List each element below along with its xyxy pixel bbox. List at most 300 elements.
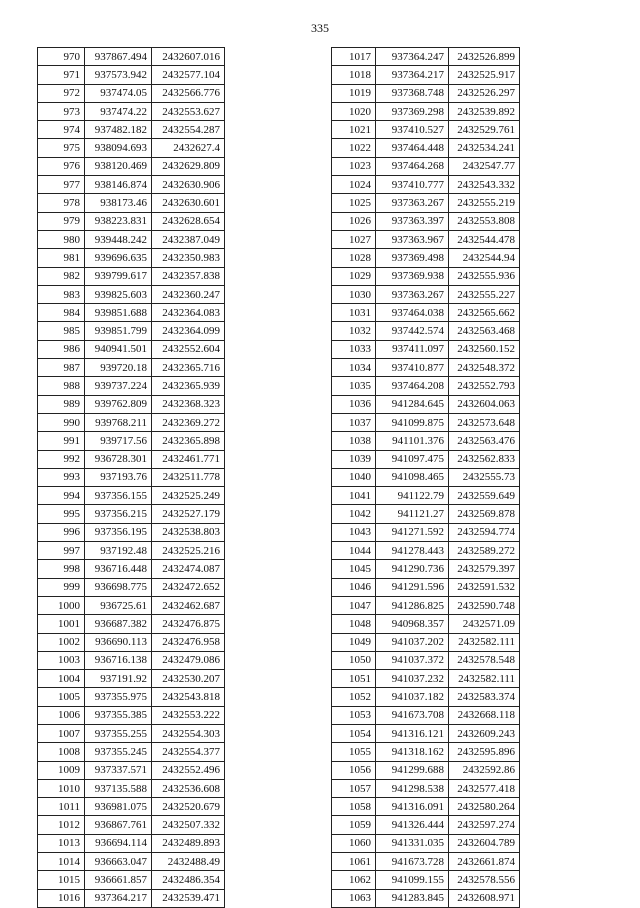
y-coordinate-cell: 2432566.776 [152, 84, 225, 102]
table-row [38, 176, 225, 194]
table-row [38, 798, 225, 816]
y-coordinate-cell: 2432365.716 [152, 359, 225, 377]
x-coordinate-cell: 936690.113 [85, 633, 152, 651]
point-number-cell: 1059 [332, 816, 376, 834]
table-row [38, 761, 225, 779]
table-row [38, 359, 225, 377]
y-coordinate-cell: 2432559.649 [449, 487, 520, 505]
point-number-cell: 1052 [332, 688, 376, 706]
table-row [332, 596, 520, 614]
y-coordinate-cell: 2432364.099 [152, 322, 225, 340]
x-coordinate-cell: 941284.645 [376, 395, 449, 413]
table-row [332, 834, 520, 852]
y-coordinate-cell: 2432543.818 [152, 688, 225, 706]
table-row [38, 450, 225, 468]
y-coordinate-cell: 2432476.875 [152, 615, 225, 633]
y-coordinate-cell: 2432553.627 [152, 102, 225, 120]
point-number-cell: 978 [38, 194, 85, 212]
x-coordinate-cell: 937363.967 [376, 230, 449, 248]
y-coordinate-cell: 2432553.222 [152, 706, 225, 724]
y-coordinate-cell: 2432530.207 [152, 670, 225, 688]
x-coordinate-cell: 938120.469 [85, 157, 152, 175]
x-coordinate-cell: 941037.202 [376, 633, 449, 651]
x-coordinate-cell: 937369.498 [376, 249, 449, 267]
x-coordinate-cell: 937442.574 [376, 322, 449, 340]
x-coordinate-cell: 937364.217 [85, 889, 152, 907]
y-coordinate-cell: 2432594.774 [449, 523, 520, 541]
point-number-cell: 1054 [332, 724, 376, 742]
point-number-cell: 1057 [332, 779, 376, 797]
point-number-cell: 1042 [332, 505, 376, 523]
table-row [332, 505, 520, 523]
x-coordinate-cell: 937193.76 [85, 468, 152, 486]
y-coordinate-cell: 2432544.478 [449, 230, 520, 248]
y-coordinate-cell: 2432507.332 [152, 816, 225, 834]
table-row [332, 798, 520, 816]
x-coordinate-cell: 937356.155 [85, 487, 152, 505]
point-number-cell: 1060 [332, 834, 376, 852]
table-row [38, 523, 225, 541]
y-coordinate-cell: 2432534.241 [449, 139, 520, 157]
y-coordinate-cell: 2432357.838 [152, 267, 225, 285]
point-number-cell: 983 [38, 285, 85, 303]
y-coordinate-cell: 2432569.878 [449, 505, 520, 523]
y-coordinate-cell: 2432369.272 [152, 413, 225, 431]
point-number-cell: 993 [38, 468, 85, 486]
x-coordinate-cell: 941099.875 [376, 413, 449, 431]
table-row [38, 48, 225, 66]
table-row [38, 560, 225, 578]
table-row [332, 377, 520, 395]
y-coordinate-cell: 2432552.496 [152, 761, 225, 779]
x-coordinate-cell: 936728.301 [85, 450, 152, 468]
x-coordinate-cell: 941331.035 [376, 834, 449, 852]
y-coordinate-cell: 2432476.958 [152, 633, 225, 651]
x-coordinate-cell: 941278.443 [376, 542, 449, 560]
x-coordinate-cell: 939762.809 [85, 395, 152, 413]
table-row [38, 743, 225, 761]
x-coordinate-cell: 937191.92 [85, 670, 152, 688]
y-coordinate-cell: 2432536.608 [152, 779, 225, 797]
y-coordinate-cell: 2432595.896 [449, 743, 520, 761]
x-coordinate-cell: 936661.857 [85, 871, 152, 889]
table-row [332, 84, 520, 102]
table-row [332, 194, 520, 212]
y-coordinate-cell: 2432552.604 [152, 340, 225, 358]
x-coordinate-cell: 938146.874 [85, 176, 152, 194]
coordinates-table-right [331, 47, 520, 908]
y-coordinate-cell: 2432547.77 [449, 157, 520, 175]
x-coordinate-cell: 937355.255 [85, 724, 152, 742]
x-coordinate-cell: 941326.444 [376, 816, 449, 834]
x-coordinate-cell: 941101.376 [376, 432, 449, 450]
table-row [38, 395, 225, 413]
point-number-cell: 1039 [332, 450, 376, 468]
point-number-cell: 1009 [38, 761, 85, 779]
y-coordinate-cell: 2432479.086 [152, 651, 225, 669]
table-row [332, 176, 520, 194]
point-number-cell: 1062 [332, 871, 376, 889]
point-number-cell: 1000 [38, 596, 85, 614]
point-number-cell: 995 [38, 505, 85, 523]
y-coordinate-cell: 2432365.939 [152, 377, 225, 395]
coordinates-table-left [37, 47, 225, 908]
y-coordinate-cell: 2432597.274 [449, 816, 520, 834]
y-coordinate-cell: 2432543.332 [449, 176, 520, 194]
y-coordinate-cell: 2432628.654 [152, 212, 225, 230]
x-coordinate-cell: 936716.448 [85, 560, 152, 578]
point-number-cell: 1015 [38, 871, 85, 889]
point-number-cell: 980 [38, 230, 85, 248]
y-coordinate-cell: 2432462.687 [152, 596, 225, 614]
y-coordinate-cell: 2432525.917 [449, 66, 520, 84]
point-number-cell: 1026 [332, 212, 376, 230]
table-row [332, 340, 520, 358]
y-coordinate-cell: 2432365.898 [152, 432, 225, 450]
point-number-cell: 1008 [38, 743, 85, 761]
point-number-cell: 1044 [332, 542, 376, 560]
y-coordinate-cell: 2432577.418 [449, 779, 520, 797]
table-row [332, 633, 520, 651]
y-coordinate-cell: 2432387.049 [152, 230, 225, 248]
x-coordinate-cell: 938173.46 [85, 194, 152, 212]
point-number-cell: 1063 [332, 889, 376, 907]
y-coordinate-cell: 2432553.808 [449, 212, 520, 230]
y-coordinate-cell: 2432461.771 [152, 450, 225, 468]
y-coordinate-cell: 2432563.476 [449, 432, 520, 450]
table-row [332, 66, 520, 84]
table-row [38, 505, 225, 523]
x-coordinate-cell: 939851.688 [85, 304, 152, 322]
table-row [332, 450, 520, 468]
y-coordinate-cell: 2432554.377 [152, 743, 225, 761]
table-row [332, 285, 520, 303]
y-coordinate-cell: 2432607.016 [152, 48, 225, 66]
table-row [38, 84, 225, 102]
y-coordinate-cell: 2432364.083 [152, 304, 225, 322]
y-coordinate-cell: 2432582.111 [449, 670, 520, 688]
x-coordinate-cell: 937464.038 [376, 304, 449, 322]
table-row [332, 413, 520, 431]
y-coordinate-cell: 2432529.761 [449, 121, 520, 139]
x-coordinate-cell: 941291.596 [376, 578, 449, 596]
point-number-cell: 1029 [332, 267, 376, 285]
point-number-cell: 1010 [38, 779, 85, 797]
x-coordinate-cell: 941283.845 [376, 889, 449, 907]
point-number-cell: 985 [38, 322, 85, 340]
y-coordinate-cell: 2432627.4 [152, 139, 225, 157]
y-coordinate-cell: 2432552.793 [449, 377, 520, 395]
x-coordinate-cell: 941037.182 [376, 688, 449, 706]
x-coordinate-cell: 941316.121 [376, 724, 449, 742]
x-coordinate-cell: 941316.091 [376, 798, 449, 816]
point-number-cell: 1004 [38, 670, 85, 688]
table-row [38, 834, 225, 852]
x-coordinate-cell: 939696.635 [85, 249, 152, 267]
table-row [332, 779, 520, 797]
point-number-cell: 992 [38, 450, 85, 468]
table-row [38, 871, 225, 889]
table-row [38, 487, 225, 505]
point-number-cell: 1017 [332, 48, 376, 66]
y-coordinate-cell: 2432661.874 [449, 853, 520, 871]
y-coordinate-cell: 2432579.397 [449, 560, 520, 578]
point-number-cell: 1025 [332, 194, 376, 212]
y-coordinate-cell: 2432563.468 [449, 322, 520, 340]
table-row [38, 139, 225, 157]
point-number-cell: 1051 [332, 670, 376, 688]
y-coordinate-cell: 2432511.778 [152, 468, 225, 486]
x-coordinate-cell: 941286.825 [376, 596, 449, 614]
x-coordinate-cell: 936725.61 [85, 596, 152, 614]
y-coordinate-cell: 2432592.86 [449, 761, 520, 779]
point-number-cell: 1053 [332, 706, 376, 724]
table-row [332, 157, 520, 175]
point-number-cell: 988 [38, 377, 85, 395]
point-number-cell: 1028 [332, 249, 376, 267]
x-coordinate-cell: 937364.217 [376, 66, 449, 84]
point-number-cell: 1003 [38, 651, 85, 669]
x-coordinate-cell: 939799.617 [85, 267, 152, 285]
table-row [38, 212, 225, 230]
y-coordinate-cell: 2432526.297 [449, 84, 520, 102]
point-number-cell: 1011 [38, 798, 85, 816]
table-row [38, 816, 225, 834]
x-coordinate-cell: 937356.195 [85, 523, 152, 541]
table-row [332, 816, 520, 834]
x-coordinate-cell: 937355.245 [85, 743, 152, 761]
point-number-cell: 1038 [332, 432, 376, 450]
x-coordinate-cell: 940968.357 [376, 615, 449, 633]
table-row [332, 230, 520, 248]
x-coordinate-cell: 939720.18 [85, 359, 152, 377]
x-coordinate-cell: 936698.775 [85, 578, 152, 596]
y-coordinate-cell: 2432591.532 [449, 578, 520, 596]
y-coordinate-cell: 2432668.118 [449, 706, 520, 724]
y-coordinate-cell: 2432630.601 [152, 194, 225, 212]
point-number-cell: 982 [38, 267, 85, 285]
x-coordinate-cell: 941097.475 [376, 450, 449, 468]
point-number-cell: 1036 [332, 395, 376, 413]
y-coordinate-cell: 2432580.264 [449, 798, 520, 816]
table-row [332, 615, 520, 633]
y-coordinate-cell: 2432488.49 [152, 853, 225, 871]
y-coordinate-cell: 2432555.73 [449, 468, 520, 486]
x-coordinate-cell: 937410.777 [376, 176, 449, 194]
x-coordinate-cell: 937482.182 [85, 121, 152, 139]
x-coordinate-cell: 937369.298 [376, 102, 449, 120]
x-coordinate-cell: 937474.05 [85, 84, 152, 102]
point-number-cell: 987 [38, 359, 85, 377]
y-coordinate-cell: 2432578.548 [449, 651, 520, 669]
table-row [38, 304, 225, 322]
point-number-cell: 973 [38, 102, 85, 120]
point-number-cell: 984 [38, 304, 85, 322]
point-number-cell: 991 [38, 432, 85, 450]
table-row [38, 194, 225, 212]
point-number-cell: 997 [38, 542, 85, 560]
y-coordinate-cell: 2432629.809 [152, 157, 225, 175]
x-coordinate-cell: 937464.448 [376, 139, 449, 157]
point-number-cell: 1022 [332, 139, 376, 157]
table-row [38, 377, 225, 395]
point-number-cell: 1001 [38, 615, 85, 633]
point-number-cell: 1049 [332, 633, 376, 651]
point-number-cell: 1056 [332, 761, 376, 779]
point-number-cell: 1006 [38, 706, 85, 724]
y-coordinate-cell: 2432604.063 [449, 395, 520, 413]
point-number-cell: 994 [38, 487, 85, 505]
table-row [38, 596, 225, 614]
table-row [332, 267, 520, 285]
point-number-cell: 1033 [332, 340, 376, 358]
point-number-cell: 1014 [38, 853, 85, 871]
table-row [38, 102, 225, 120]
y-coordinate-cell: 2432486.354 [152, 871, 225, 889]
point-number-cell: 986 [38, 340, 85, 358]
y-coordinate-cell: 2432544.94 [449, 249, 520, 267]
table-row [38, 340, 225, 358]
y-coordinate-cell: 2432539.892 [449, 102, 520, 120]
y-coordinate-cell: 2432604.789 [449, 834, 520, 852]
point-number-cell: 1050 [332, 651, 376, 669]
page-number: 335 [311, 21, 329, 35]
point-number-cell: 989 [38, 395, 85, 413]
y-coordinate-cell: 2432571.09 [449, 615, 520, 633]
table-row [332, 853, 520, 871]
y-coordinate-cell: 2432472.652 [152, 578, 225, 596]
point-number-cell: 1034 [332, 359, 376, 377]
point-number-cell: 1023 [332, 157, 376, 175]
point-number-cell: 1031 [332, 304, 376, 322]
y-coordinate-cell: 2432525.249 [152, 487, 225, 505]
table-row [332, 304, 520, 322]
table-row [38, 651, 225, 669]
x-coordinate-cell: 937363.397 [376, 212, 449, 230]
y-coordinate-cell: 2432589.272 [449, 542, 520, 560]
y-coordinate-cell: 2432555.227 [449, 285, 520, 303]
table-row [332, 523, 520, 541]
y-coordinate-cell: 2432582.111 [449, 633, 520, 651]
point-number-cell: 1045 [332, 560, 376, 578]
x-coordinate-cell: 938223.831 [85, 212, 152, 230]
point-number-cell: 1005 [38, 688, 85, 706]
x-coordinate-cell: 939717.56 [85, 432, 152, 450]
x-coordinate-cell: 936867.761 [85, 816, 152, 834]
x-coordinate-cell: 939825.603 [85, 285, 152, 303]
point-number-cell: 1055 [332, 743, 376, 761]
table-row [332, 743, 520, 761]
point-number-cell: 970 [38, 48, 85, 66]
y-coordinate-cell: 2432565.662 [449, 304, 520, 322]
y-coordinate-cell: 2432520.679 [152, 798, 225, 816]
point-number-cell: 1037 [332, 413, 376, 431]
point-number-cell: 971 [38, 66, 85, 84]
y-coordinate-cell: 2432608.971 [449, 889, 520, 907]
table-row [332, 651, 520, 669]
table-row [332, 706, 520, 724]
table-row [332, 724, 520, 742]
point-number-cell: 998 [38, 560, 85, 578]
y-coordinate-cell: 2432609.243 [449, 724, 520, 742]
point-number-cell: 981 [38, 249, 85, 267]
table-row [332, 688, 520, 706]
table-row [332, 359, 520, 377]
table-row [332, 432, 520, 450]
point-number-cell: 990 [38, 413, 85, 431]
point-number-cell: 1041 [332, 487, 376, 505]
point-number-cell: 1046 [332, 578, 376, 596]
point-number-cell: 1021 [332, 121, 376, 139]
y-coordinate-cell: 2432555.219 [449, 194, 520, 212]
point-number-cell: 1027 [332, 230, 376, 248]
table-row [332, 871, 520, 889]
x-coordinate-cell: 938094.693 [85, 139, 152, 157]
x-coordinate-cell: 937411.097 [376, 340, 449, 358]
table-row [332, 468, 520, 486]
x-coordinate-cell: 941290.736 [376, 560, 449, 578]
point-number-cell: 1043 [332, 523, 376, 541]
table-row [332, 102, 520, 120]
x-coordinate-cell: 937410.527 [376, 121, 449, 139]
y-coordinate-cell: 2432630.906 [152, 176, 225, 194]
table-row [38, 688, 225, 706]
point-number-cell: 1002 [38, 633, 85, 651]
x-coordinate-cell: 941299.688 [376, 761, 449, 779]
y-coordinate-cell: 2432527.179 [152, 505, 225, 523]
table-row [38, 468, 225, 486]
x-coordinate-cell: 941298.538 [376, 779, 449, 797]
table-row [332, 48, 520, 66]
y-coordinate-cell: 2432525.216 [152, 542, 225, 560]
table-row [38, 853, 225, 871]
y-coordinate-cell: 2432554.287 [152, 121, 225, 139]
point-number-cell: 1018 [332, 66, 376, 84]
x-coordinate-cell: 937368.748 [376, 84, 449, 102]
point-number-cell: 972 [38, 84, 85, 102]
y-coordinate-cell: 2432538.803 [152, 523, 225, 541]
y-coordinate-cell: 2432573.648 [449, 413, 520, 431]
point-number-cell: 976 [38, 157, 85, 175]
y-coordinate-cell: 2432560.152 [449, 340, 520, 358]
y-coordinate-cell: 2432350.983 [152, 249, 225, 267]
point-number-cell: 1024 [332, 176, 376, 194]
table-row [38, 322, 225, 340]
table-row [38, 157, 225, 175]
table-row [332, 578, 520, 596]
table-row [332, 542, 520, 560]
x-coordinate-cell: 937867.494 [85, 48, 152, 66]
x-coordinate-cell: 939768.211 [85, 413, 152, 431]
table-row [332, 487, 520, 505]
table-row [332, 139, 520, 157]
table-row [38, 779, 225, 797]
x-coordinate-cell: 937192.48 [85, 542, 152, 560]
y-coordinate-cell: 2432578.556 [449, 871, 520, 889]
table-row [38, 413, 225, 431]
y-coordinate-cell: 2432577.104 [152, 66, 225, 84]
y-coordinate-cell: 2432360.247 [152, 285, 225, 303]
x-coordinate-cell: 941122.79 [376, 487, 449, 505]
y-coordinate-cell: 2432489.893 [152, 834, 225, 852]
point-number-cell: 1035 [332, 377, 376, 395]
y-coordinate-cell: 2432539.471 [152, 889, 225, 907]
x-coordinate-cell: 937135.588 [85, 779, 152, 797]
point-number-cell: 1012 [38, 816, 85, 834]
point-number-cell: 1040 [332, 468, 376, 486]
point-number-cell: 979 [38, 212, 85, 230]
table-row [38, 432, 225, 450]
